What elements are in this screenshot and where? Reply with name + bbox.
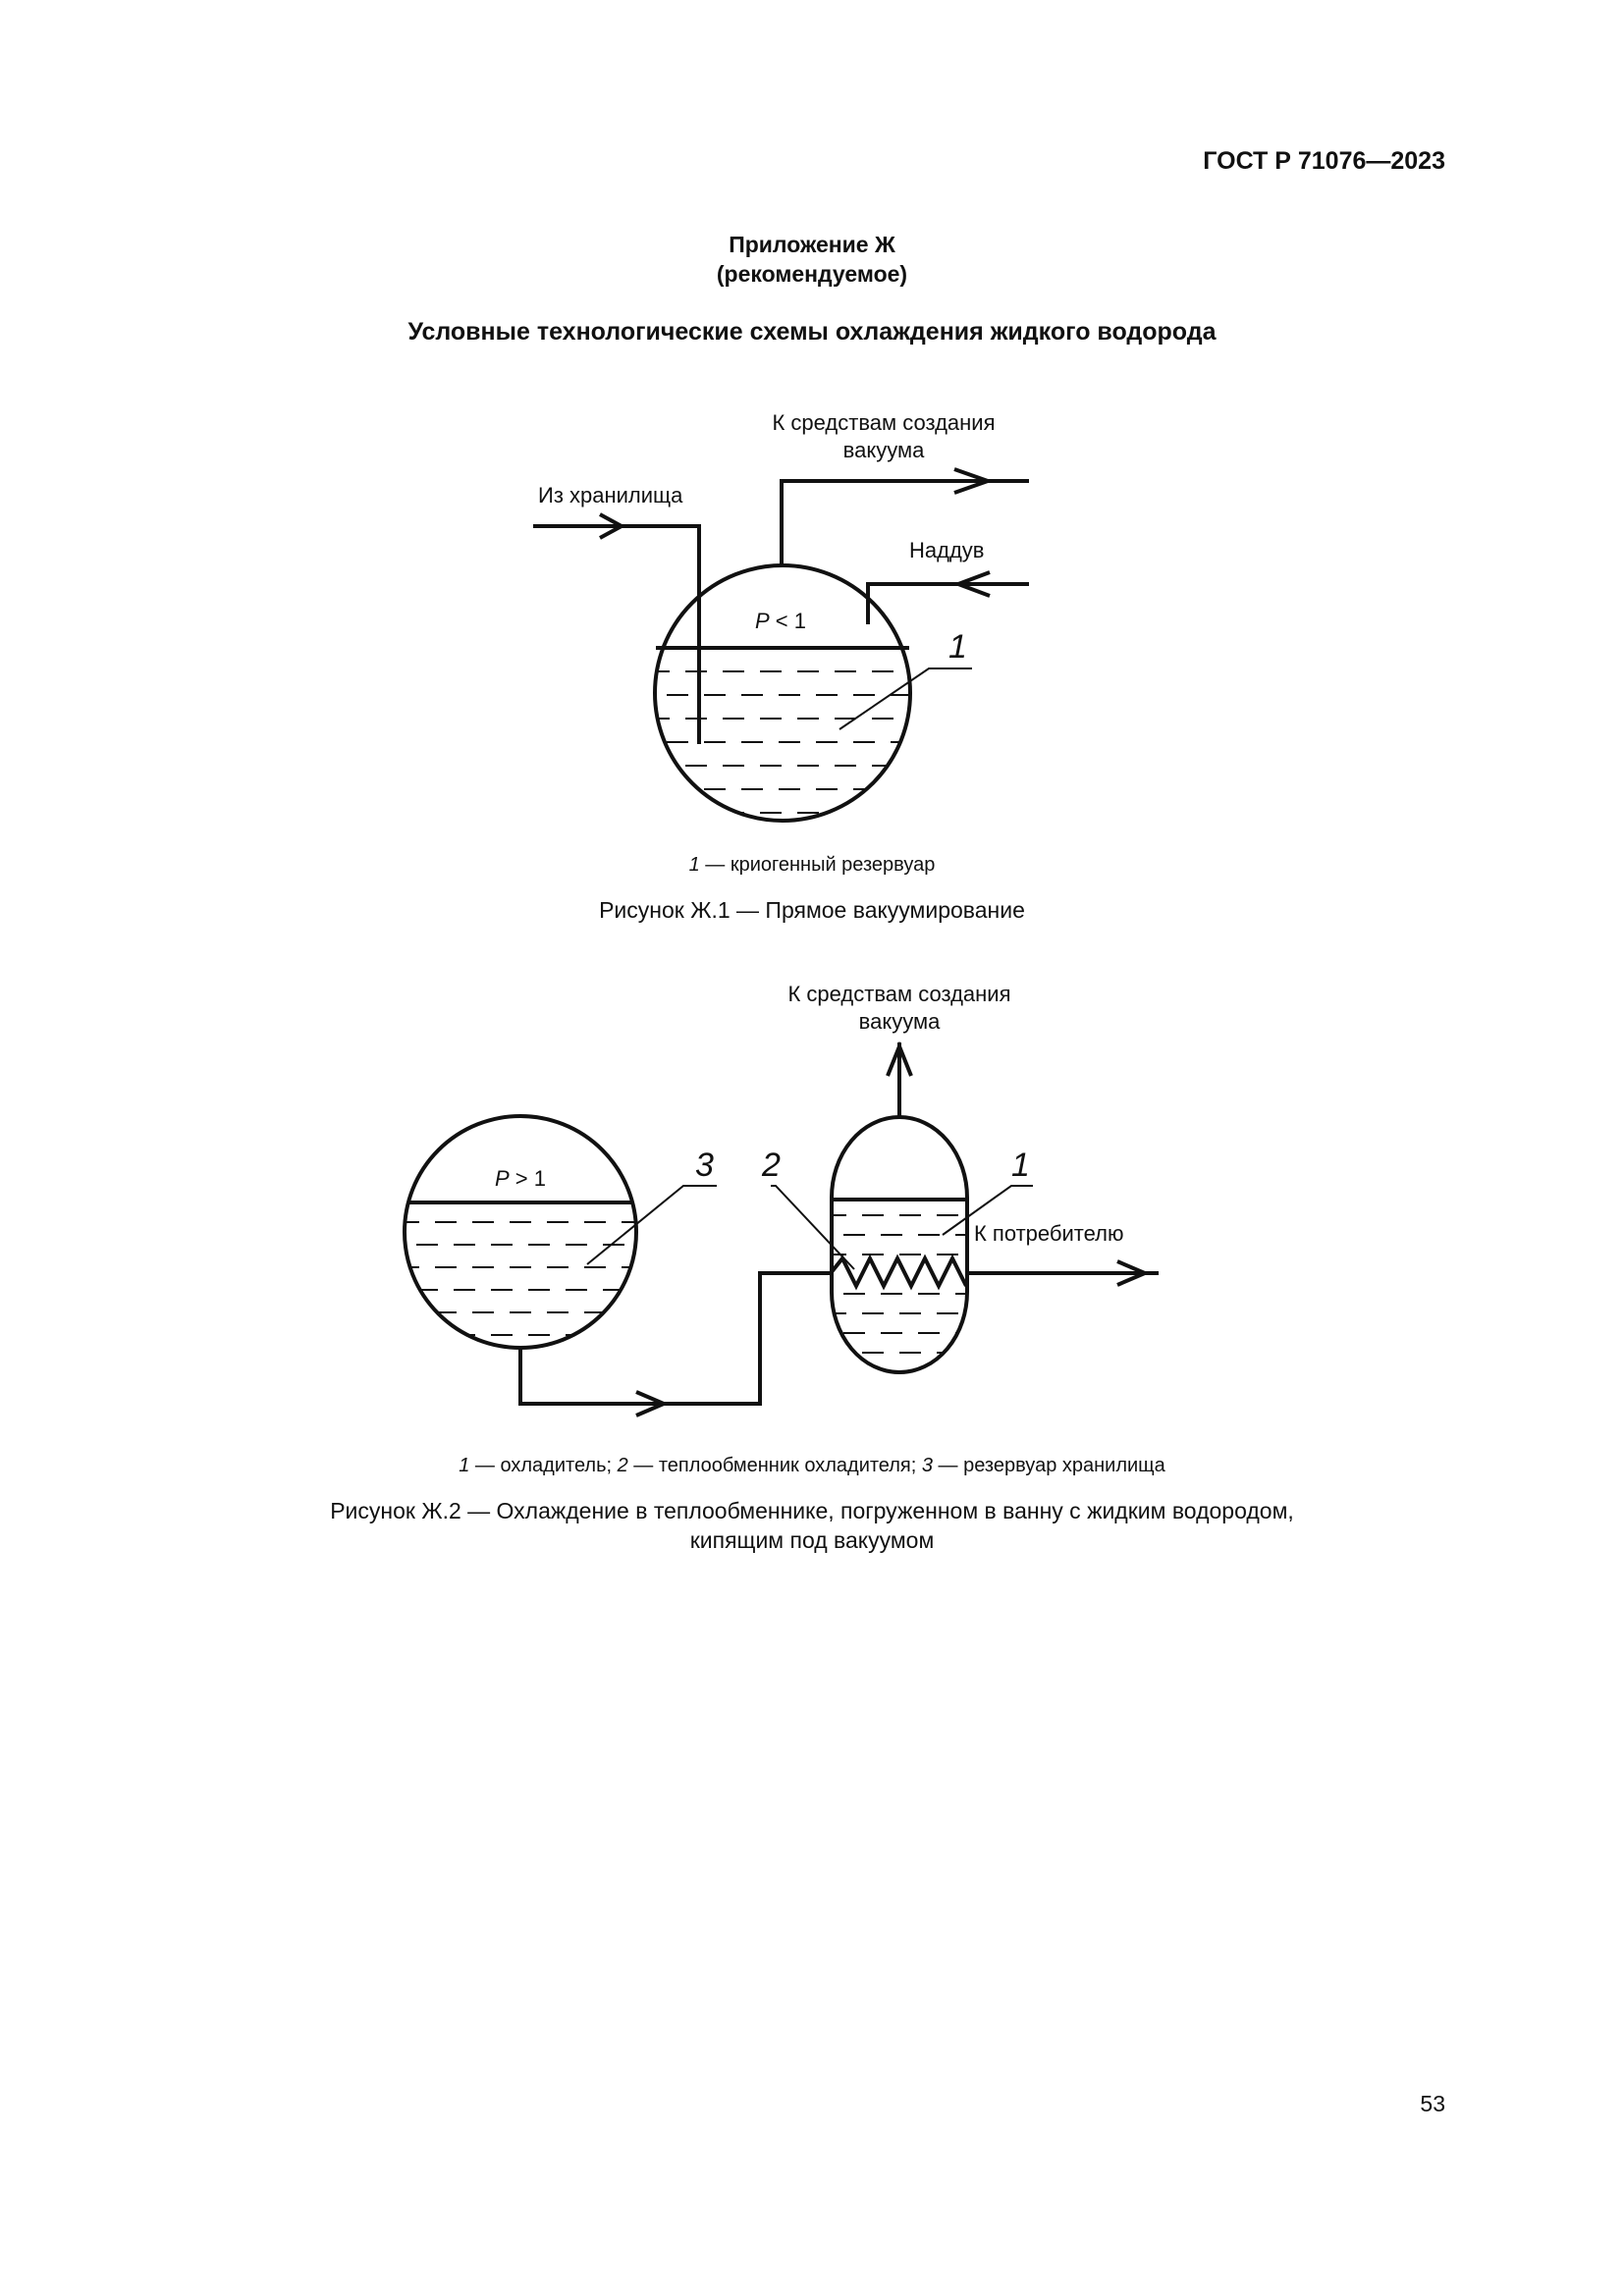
appendix-label: Приложение Ж [729,232,895,257]
fig1-pressurization-label: Наддув [909,538,985,562]
pressurization-pipe [868,584,1029,624]
fig2-callout-3: 3 [695,1147,714,1184]
fig1-vacuum-label-line2: вакуума [842,438,925,462]
storage-inlet-pipe [533,526,699,744]
fig2-consumer-label: К потребителю [974,1221,1124,1246]
fig2-legend: 1 — охладитель; 2 — теплообменник охладителя; 3 — резервуар хранилища [459,1455,1165,1476]
fig1-storage-label: Из хранилища [538,483,683,507]
appendix-status: (рекомендуемое) [716,261,908,287]
fig2-pressure-label: P > 1 [495,1166,546,1191]
fig2-caption-line1: Рисунок Ж.2 — Охлаждение в теплообменнике, погруженном в ванну с жидким водородом, [330,1498,1294,1523]
cooler-hatching [825,1215,977,1353]
fig2-callout-2: 2 [762,1147,781,1184]
fig2-caption-line2: кипящим под вакуумом [689,1527,935,1553]
fig1-vacuum-label-line1: К средствам создания [772,410,996,435]
fig1-callout-1: 1 [948,628,967,666]
page-number: 53 [1420,2091,1445,2116]
heat-exchanger-coil [831,1258,966,1286]
fig1-legend: 1 — криогенный резервуар [688,854,936,876]
fig1-caption: Рисунок Ж.1 — Прямое вакуумирование [599,897,1025,923]
callout3-leader [587,1186,717,1264]
fig2-callout-1: 1 [1011,1147,1030,1184]
fig2-vacuum-label-line1: К средствам создания [787,982,1011,1006]
tank3-hatching [398,1222,643,1335]
liquid-hatching [648,671,923,813]
appendix-title: Условные технологические схемы охлаждения жидкого водорода [407,318,1217,346]
cryogenic-tank [655,565,910,821]
fig2-vacuum-label-line2: вакуума [858,1009,941,1034]
fig1-pressure-label: P < 1 [755,609,806,633]
vacuum-outlet-pipe [782,481,1029,566]
document-id: ГОСТ Р 71076—2023 [1203,147,1445,175]
